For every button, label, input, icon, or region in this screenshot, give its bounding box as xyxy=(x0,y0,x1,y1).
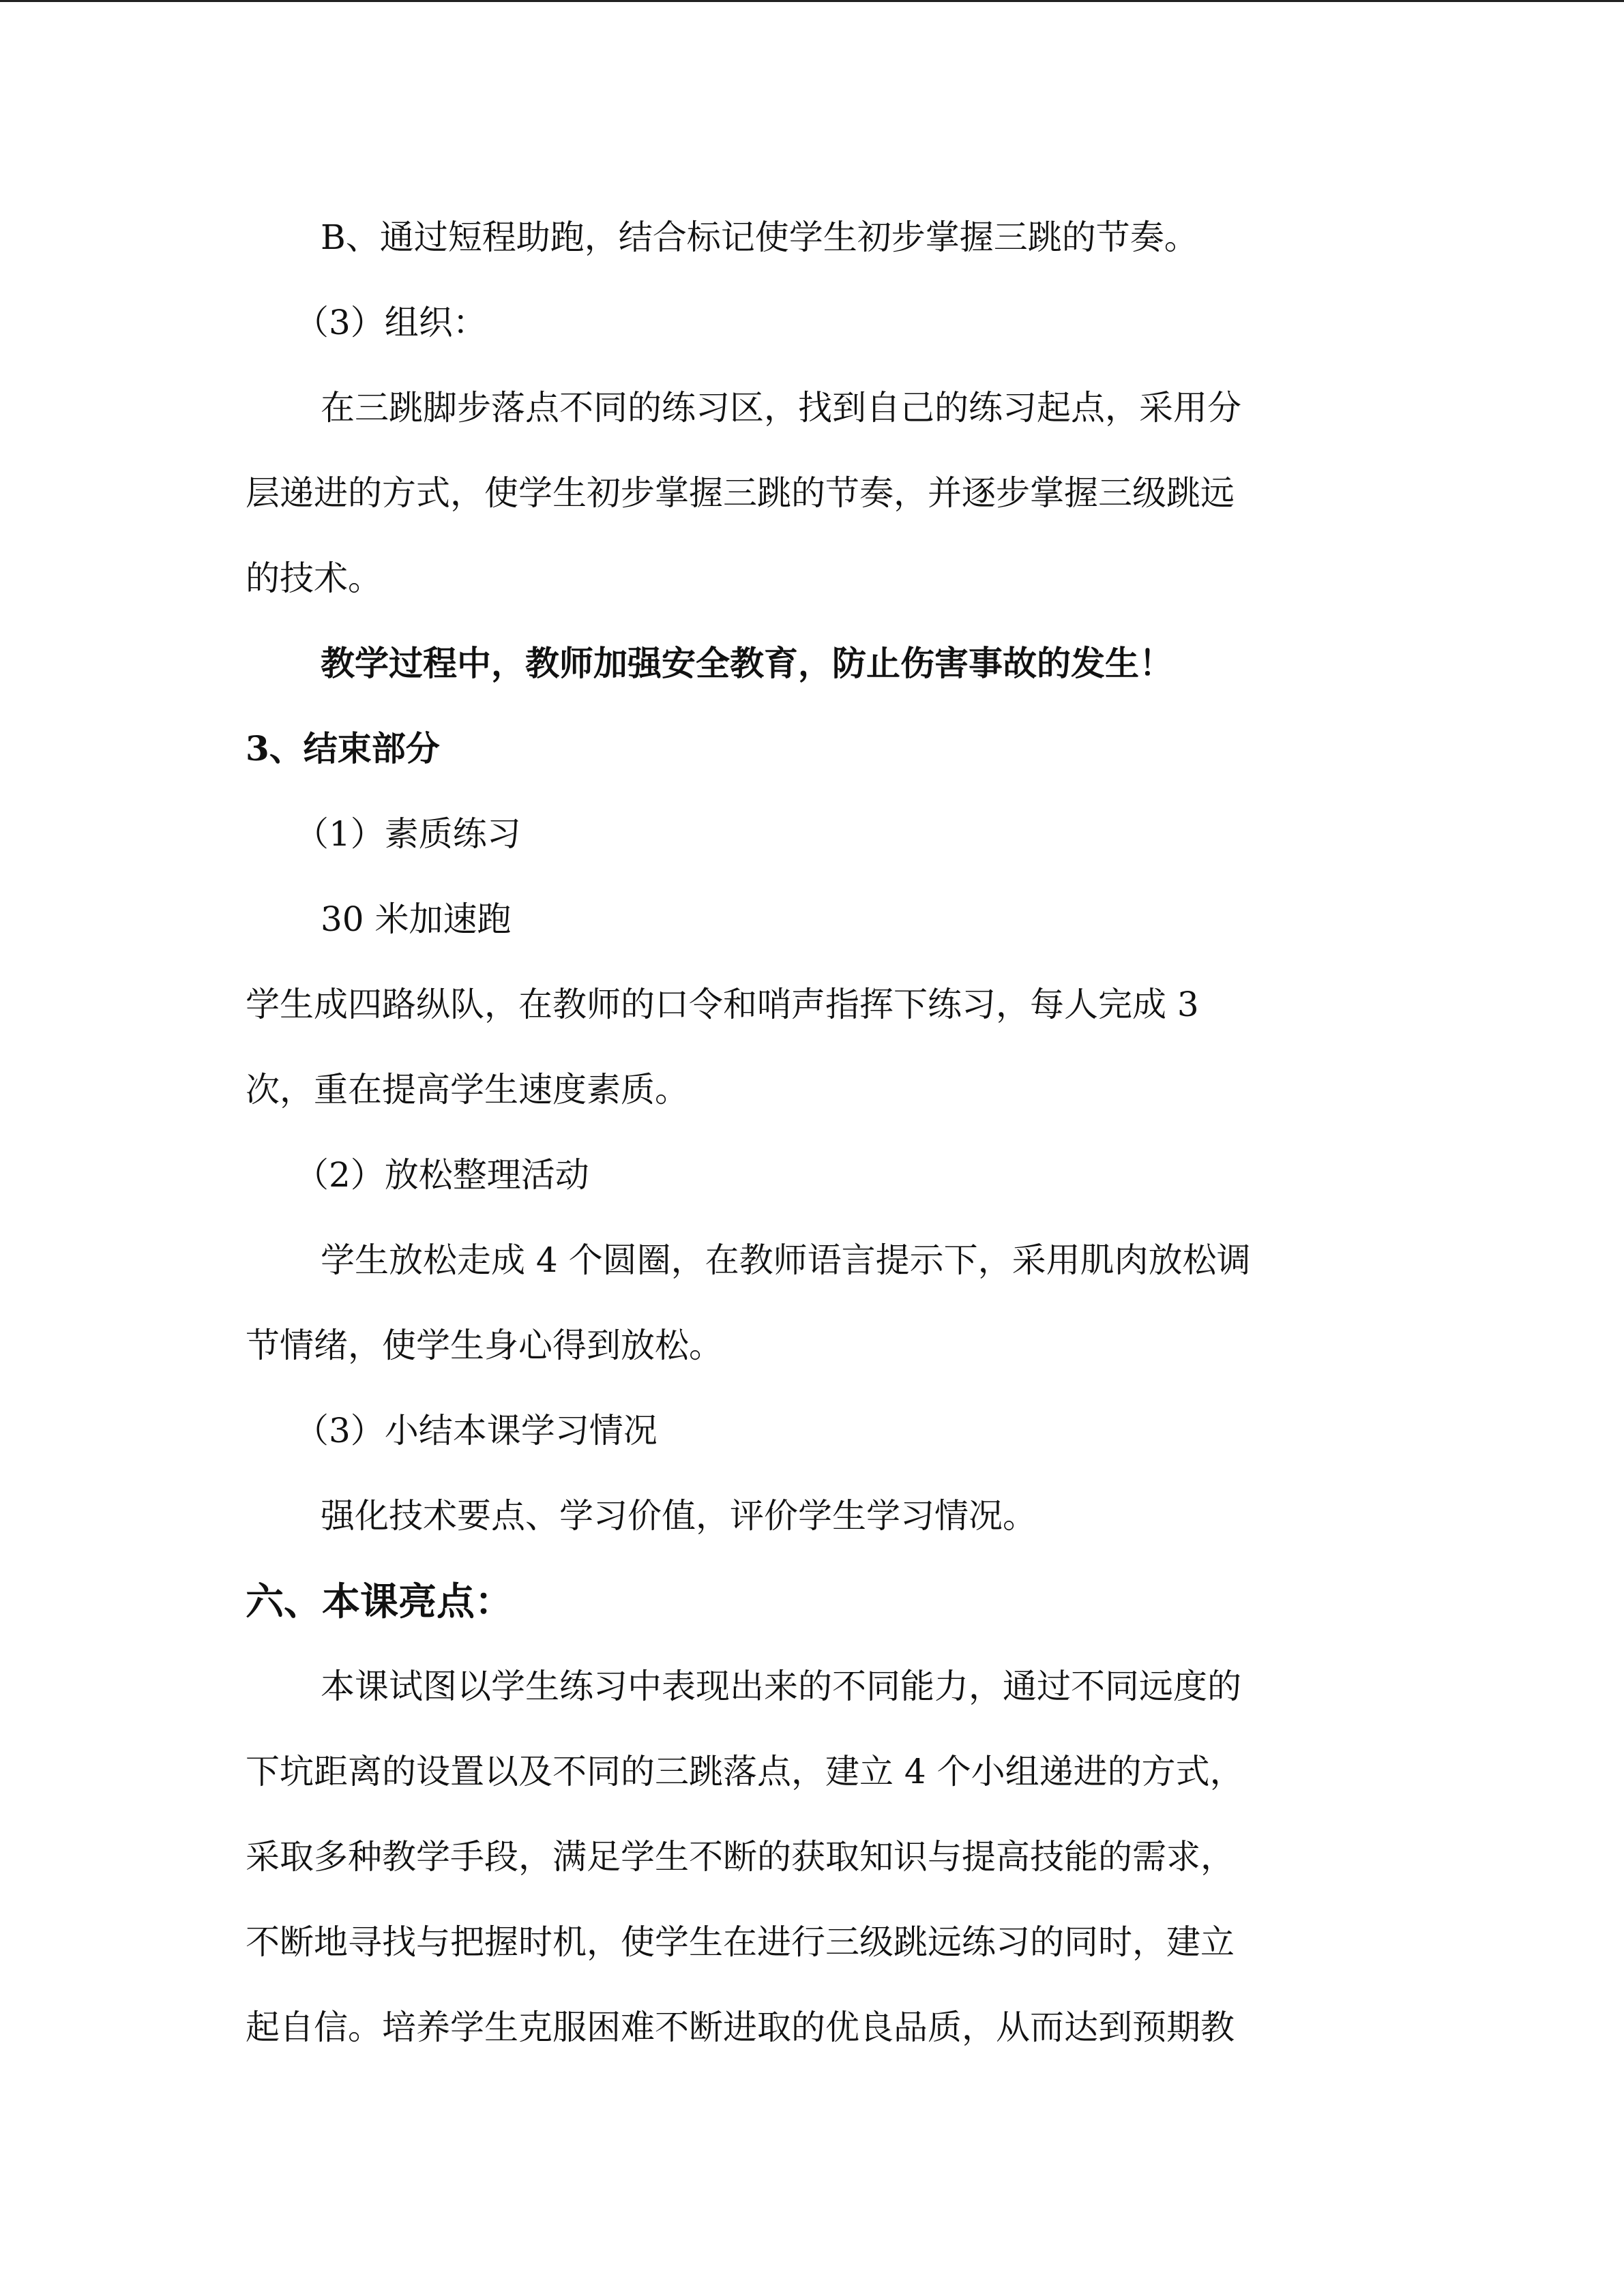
organization-heading: （3）组织： xyxy=(295,303,487,342)
section-heading-highlights: 六、本课亮点： xyxy=(246,1580,513,1624)
paragraph-line: 层递进的方式，使学生初步掌握三跳的节奏，并逐步掌握三级跳远 xyxy=(246,473,1235,513)
paragraph-line: 在三跳脚步落点不同的练习区，找到自己的练习起点，采用分 xyxy=(321,388,1241,428)
paragraph-line: 的技术。 xyxy=(246,558,382,598)
paragraph-line: 学生放松走成 4 个圆圈，在教师语言提示下，采用肌肉放松调 xyxy=(321,1240,1251,1280)
section-heading-ending: 3、结束部分 xyxy=(246,728,440,769)
paragraph-line: 不断地寻找与把握时机，使学生在进行三级跳远练习的同时，建立 xyxy=(246,1922,1235,1962)
paragraph-line: 采取多种教学手段，满足学生不断的获取知识与提高技能的需求， xyxy=(246,1837,1235,1877)
paragraph-line: 本课试图以学生练习中表现出来的不同能力，通过不同远度的 xyxy=(321,1667,1241,1706)
subheading-summary: （3）小结本课学习情况 xyxy=(295,1411,658,1450)
paragraph-line: 起自信。培养学生克服困难不断进取的优良品质，从而达到预期教 xyxy=(246,2008,1235,2047)
subheading-relax: （2）放松整理活动 xyxy=(295,1155,589,1195)
paragraph-line: 下坑距离的设置以及不同的三跳落点，建立 4 个小组递进的方式， xyxy=(246,1752,1244,1791)
paragraph-line: 节情绪，使学生身心得到放松。 xyxy=(246,1326,723,1365)
paragraph-line: 30 米加速跑 xyxy=(321,899,512,939)
paragraph-line: 学生成四路纵队，在教师的口令和哨声指挥下练习，每人完成 3 xyxy=(246,985,1199,1024)
paragraph-line: 次，重在提高学生速度素质。 xyxy=(246,1070,689,1109)
document-page xyxy=(246,0,1364,2296)
step-b-text: B、通过短程助跑，结合标记使学生初步掌握三跳的节奏。 xyxy=(321,218,1198,257)
paragraph-line: 强化技术要点、学习价值，评价学生学习情况。 xyxy=(321,1496,1037,1536)
subheading-fitness: （1）素质练习 xyxy=(295,814,521,854)
safety-note: 教学过程中，教师加强安全教育，防止伤害事故的发生！ xyxy=(321,643,1173,683)
